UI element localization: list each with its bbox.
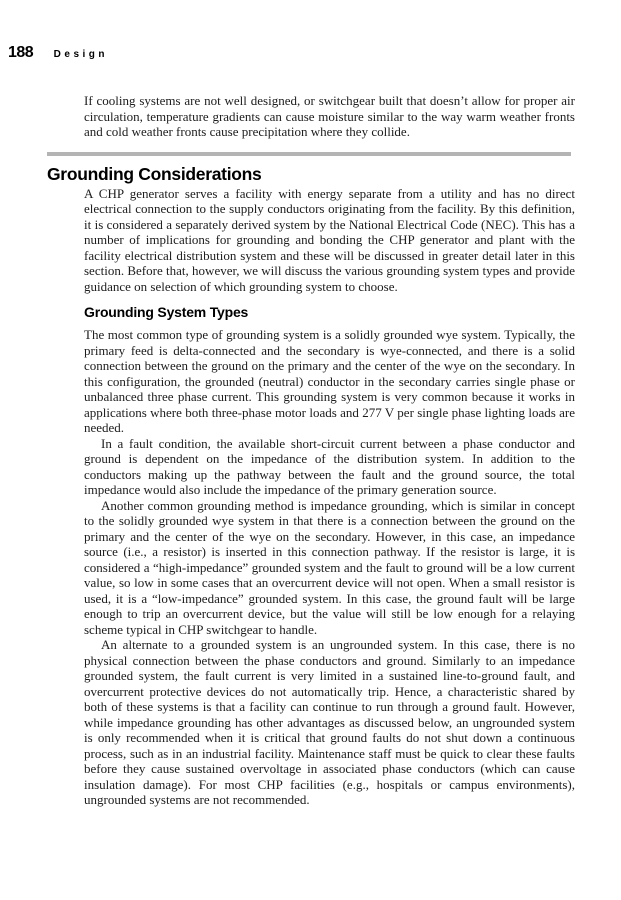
paragraph-ungrounded-system: An alternate to a grounded system is an ungrounded system. In this case, there is no physical connection between the phase conductors and ground. Similarly to an impedance grounded system, the fault current is very limited in a sustained line-to-ground fault, and overcurrent protective devices do not automatically trip. Hence, a characteristic shared by both of these systems is that a facility can continue to run through a ground fault. However, while impedance grounding has other advantages as discussed below, an ungrounded system is only recommended when it is critical that ground faults do not shut down a continuous process, such as in an industrial facility. Maintenance staff must be quick to clear these faults before they cause sustained overvoltage in associated phase conductors (which can cause insulation damage). For most CHP facilities (e.g., hospitals or campus environments), ungrounded systems are not recommended. (84, 637, 575, 807)
page-header (8, 44, 108, 62)
paragraph-impedance-grounding: Another common grounding method is impedance grounding, which is similar in concept to the solidly grounded wye system in that there is a connection between the ground on the primary and the center of the wye on the secondary. However, in this case, an impedance source (i.e., a resistor) is inserted in this connection pathway. If the resistor is large, it is considered a “high-impedance” grounded system and the fault to ground will be a low current value, so low in some cases that an overcurrent device will not open. When a small resistor is used, it is a “low-impedance” grounded system. In this case, the ground fault will be large enough to trip an overcurrent device, but the value will still be low enough for a relaying scheme typical in CHP switchgear to handle. (84, 497, 575, 637)
running-head: Design (53, 49, 108, 60)
paragraph-fault-condition: In a fault condition, the available short-circuit current between a phase conductor and ground is dependent on the impedance of the distribution system. In addition to the conductors making up the pathway between the fault and the ground source, the total impedance would also include the impedance of the primary generation source. (84, 435, 575, 497)
page-number: 188 (8, 44, 34, 61)
section-heading: Grounding Considerations (47, 163, 262, 184)
paragraph-grounding-types: The most common type of grounding system is a solidly grounded wye system. Typically, the primary feed is delta-connected and the secondary is wye-connected, and there is a solid connection between the ground on the primary and the center of the wye on the secondary. In this configuration, the grounded (neutral) conductor in the secondary carries single phase or unbalanced three phase current. This grounding system is very common because it works in applications where both three-phase motor loads and 277 V per single phase lighting loads are needed. (84, 327, 575, 435)
continuation-paragraph: If cooling systems are not well designed, or switchgear built that doesn’t allow for proper air circulation, temperature gradients can cause moisture similar to the way warm weather fronts and cold weather fronts cause precipitation where they collide. (84, 93, 575, 139)
text-column (47, 93, 575, 808)
section-intro-paragraph: A CHP generator serves a facility with energy separate from a utility and has no direct electrical connection to the supply conductors originating from the facility. By this definition, it is considered a separately derived system by the National Electrical Code (NEC). This has a number of implications for grounding and bonding the CHP generator and plant with the facility electrical distribution system and these will be discussed in greater detail later in this section. Before that, however, we will discuss the various grounding system types and provide guidance on selection of which grounding system to choose. (84, 185, 575, 294)
section-divider-rule (47, 152, 571, 156)
subsection-heading: Grounding System Types (84, 304, 249, 320)
